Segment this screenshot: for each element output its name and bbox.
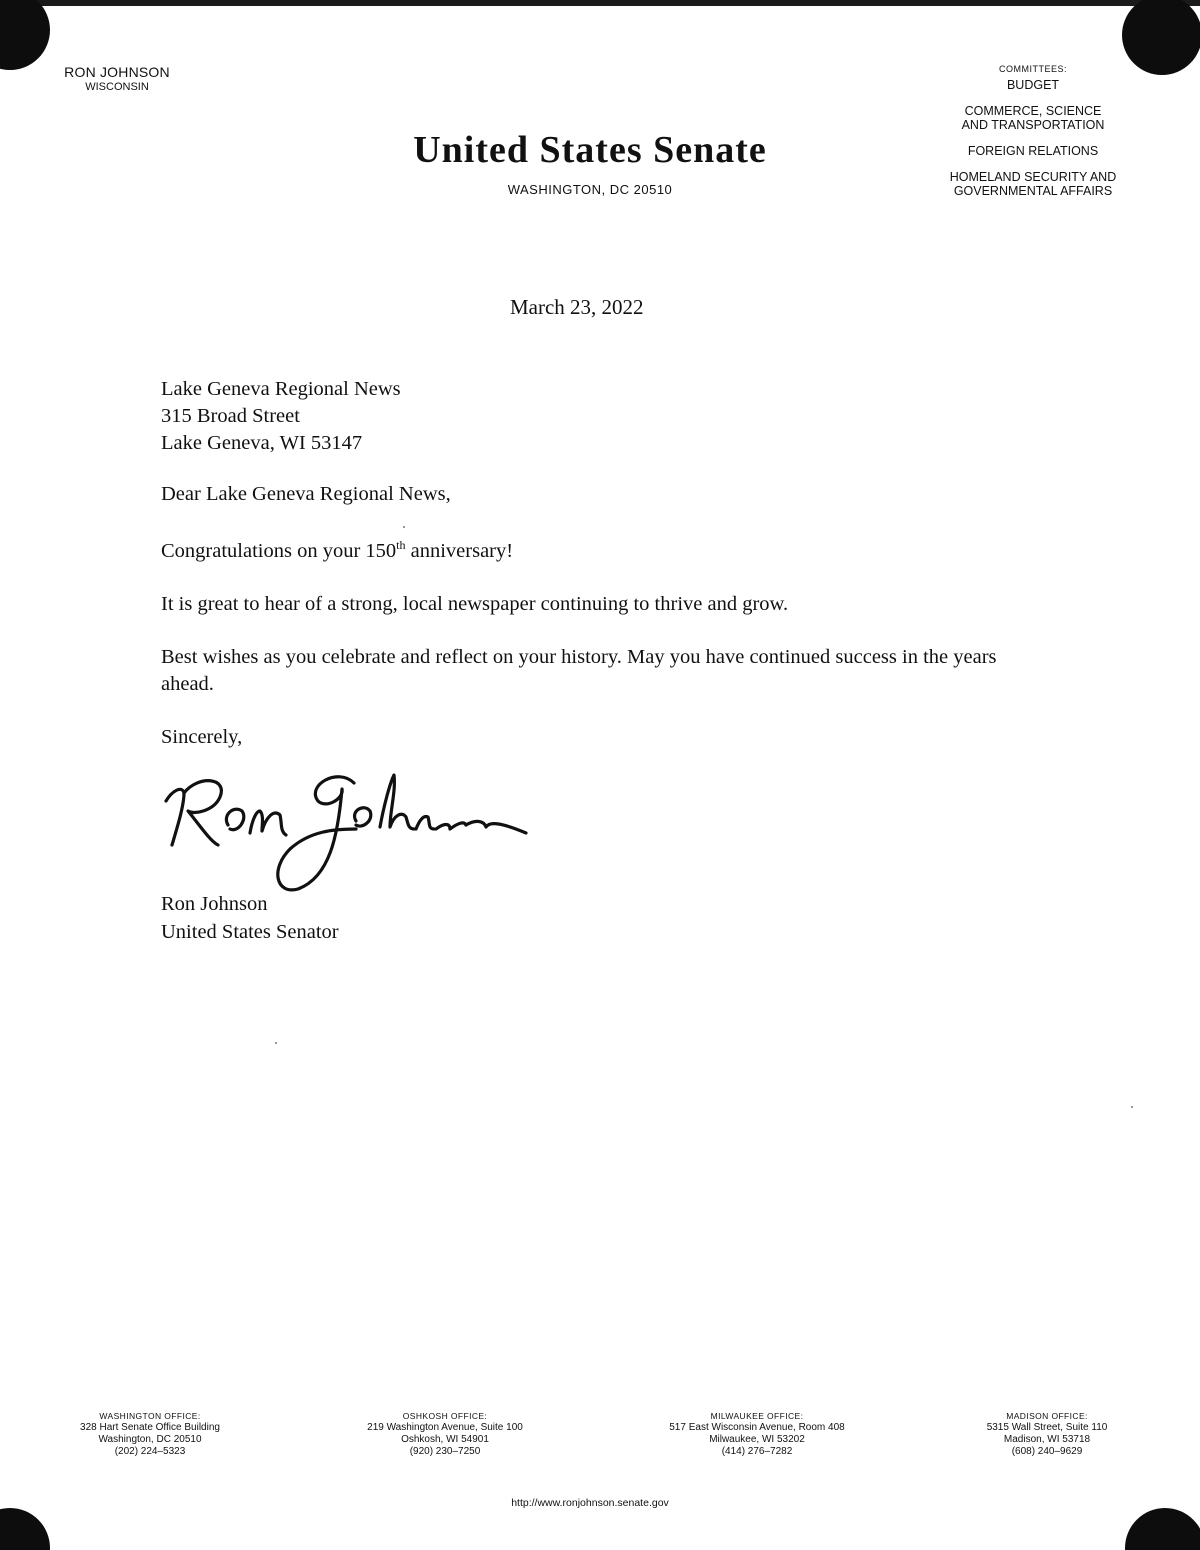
recipient-address <box>161 376 1041 457</box>
signer-title: United States Senator <box>161 921 339 943</box>
body-paragraph: Best wishes as you celebrate and reflect on your history. May you have continued success in the years ahead. <box>161 645 997 695</box>
office-line: 517 East Wisconsin Avenue, Room 408 <box>669 1422 845 1433</box>
letter-date: March 23, 2022 <box>510 295 644 319</box>
office-washington <box>30 1410 270 1458</box>
handwritten-signature <box>158 745 528 905</box>
scan-corner-mark <box>0 1508 50 1550</box>
office-line: Milwaukee, WI 53202 <box>709 1434 805 1445</box>
office-phone: (920) 230–7250 <box>409 1446 481 1457</box>
anniversary-text: Congratulations on your 150 <box>161 539 397 562</box>
scan-speck <box>403 526 405 528</box>
scan-corner-mark <box>1125 1508 1200 1550</box>
anniversary-paragraph <box>161 532 1041 565</box>
office-label: MILWAUKEE OFFICE: <box>710 1411 804 1421</box>
closing: Sincerely, <box>161 725 243 748</box>
recipient-line: Lake Geneva, WI 53147 <box>161 432 363 454</box>
sender-block <box>52 64 182 93</box>
committee-item: HOMELAND SECURITY AND GOVERNMENTAL AFFAIRS <box>949 170 1117 198</box>
office-label: WASHINGTON OFFICE: <box>99 1411 201 1421</box>
letter-body <box>161 376 1041 751</box>
committees-list <box>928 64 1138 210</box>
committee-item: FOREIGN RELATIONS <box>967 144 1099 158</box>
office-oshkosh <box>325 1410 565 1458</box>
anniversary-text-end: anniversary! <box>405 539 514 562</box>
sender-name: RON JOHNSON <box>64 64 170 80</box>
office-line: 5315 Wall Street, Suite 110 <box>986 1422 1108 1433</box>
office-line: Oshkosh, WI 54901 <box>401 1434 489 1445</box>
office-line: 219 Washington Avenue, Suite 100 <box>367 1422 523 1433</box>
signer-block <box>161 890 339 946</box>
body-paragraph: It is great to hear of a strong, local newspaper continuing to thrive and grow. <box>161 592 789 615</box>
office-line: 328 Hart Senate Office Building <box>80 1422 220 1433</box>
letterhead <box>390 128 790 197</box>
scan-speck <box>275 1042 277 1044</box>
committee-item: COMMERCE, SCIENCE AND TRANSPORTATION <box>961 104 1105 132</box>
recipient-line: Lake Geneva Regional News <box>161 378 401 400</box>
website-url[interactable]: http://www.ronjohnson.senate.gov <box>511 1497 669 1509</box>
scan-speck <box>1131 1106 1133 1108</box>
office-milwaukee <box>637 1410 877 1458</box>
committee-item: BUDGET <box>1006 78 1060 92</box>
scan-corner-mark <box>0 0 50 70</box>
office-phone: (414) 276–7282 <box>721 1446 793 1457</box>
office-footer <box>30 1410 1170 1470</box>
sender-state: WISCONSIN <box>85 81 149 93</box>
office-phone: (202) 224–5323 <box>114 1446 186 1457</box>
office-line: Madison, WI 53718 <box>1003 1434 1091 1445</box>
recipient-line: 315 Broad Street <box>161 405 300 427</box>
salutation: Dear Lake Geneva Regional News, <box>161 483 451 505</box>
office-madison <box>927 1410 1167 1458</box>
office-phone: (608) 240–9629 <box>1011 1446 1083 1457</box>
ordinal-suffix: th <box>396 538 406 552</box>
office-line: Washington, DC 20510 <box>98 1434 202 1445</box>
signer-name: Ron Johnson <box>161 893 268 915</box>
committees-label: COMMITTEES: <box>999 64 1067 74</box>
letterhead-address: WASHINGTON, DC 20510 <box>507 182 673 197</box>
office-label: MADISON OFFICE: <box>1006 1411 1088 1421</box>
office-label: OSHKOSH OFFICE: <box>402 1411 488 1421</box>
letterhead-title: United States Senate <box>413 129 767 171</box>
scan-top-edge <box>0 0 1200 6</box>
